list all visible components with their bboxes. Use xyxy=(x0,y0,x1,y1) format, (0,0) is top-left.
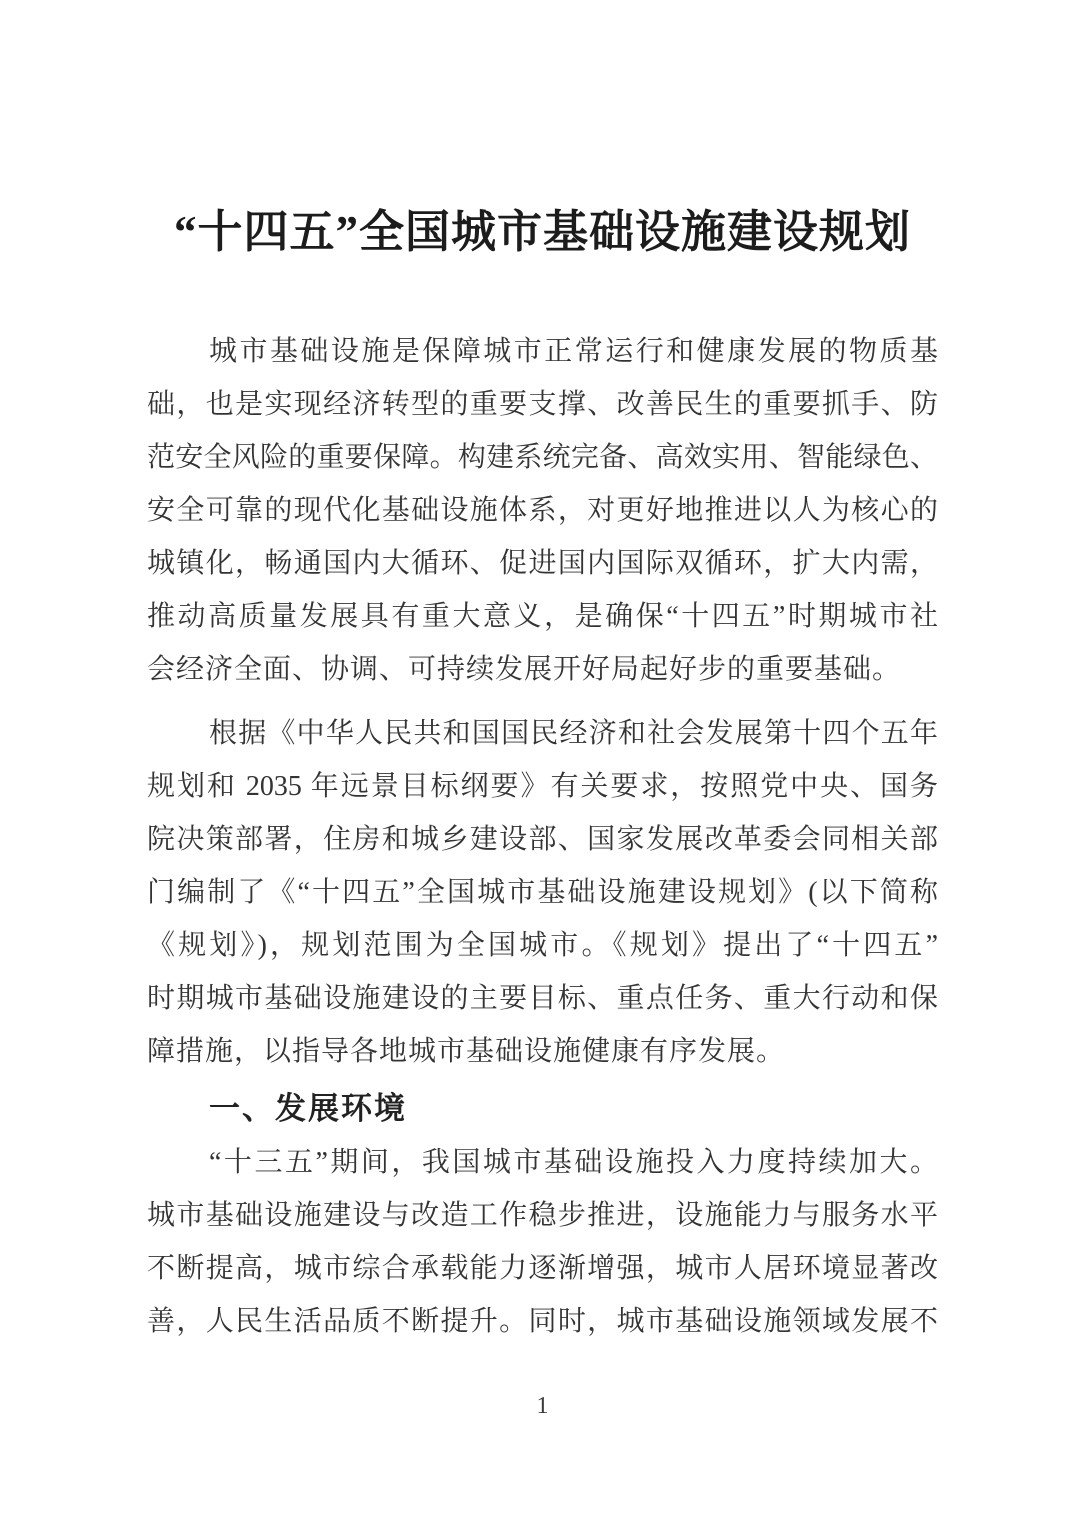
page-footer xyxy=(147,1391,938,1421)
body-line: 规划和 2035 年远景目标纲要》有关要求，按照党中央、国务 xyxy=(147,771,938,802)
body-line: “十三五”期间，我国城市基础设施投入力度持续加大。 xyxy=(209,1147,938,1178)
paragraph-2 xyxy=(147,707,938,1078)
body-line: 根据《中华人民共和国国民经济和社会发展第十四个五年 xyxy=(209,718,938,749)
paragraph-3 xyxy=(147,1136,938,1348)
body-line: 城镇化，畅通国内大循环、促进国内国际双循环，扩大内需， xyxy=(147,548,938,579)
body-line: 门编制了《“十四五”全国城市基础设施建设规划》(以下简称 xyxy=(147,877,938,908)
body-line: 会经济全面、协调、可持续发展开好局起好步的重要基础。 xyxy=(147,654,902,685)
page-number: 1 xyxy=(536,1393,549,1419)
body-line: 障措施，以指导各地城市基础设施健康有序发展。 xyxy=(147,1036,786,1067)
body-line: 范安全风险的重要保障。构建系统完备、高效实用、智能绿色、 xyxy=(147,442,938,473)
paragraph-1 xyxy=(147,325,938,696)
body-line: 城市基础设施是保障城市正常运行和健康发展的物质基 xyxy=(209,336,938,367)
body-line: 础，也是实现经济转型的重要支撑、改善民生的重要抓手、防 xyxy=(147,389,938,420)
body-line: 善，人民生活品质不断提升。同时，城市基础设施领域发展不 xyxy=(147,1306,938,1337)
document-body xyxy=(147,325,938,1348)
body-line: 推动高质量发展具有重大意义，是确保“十四五”时期城市社 xyxy=(147,601,938,632)
document-title: “十四五”全国城市基础设施建设规划 xyxy=(173,207,911,257)
body-line: 安全可靠的现代化基础设施体系，对更好地推进以人为核心的 xyxy=(147,495,938,526)
body-line: 城市基础设施建设与改造工作稳步推进，设施能力与服务水平 xyxy=(147,1200,938,1231)
body-line: 时期城市基础设施建设的主要目标、重点任务、重大行动和保 xyxy=(147,983,938,1014)
body-line: 《规划》)，规划范围为全国城市。《规划》提出了“十四五” xyxy=(147,930,938,961)
body-line: 不断提高，城市综合承载能力逐渐增强，城市人居环境显著改 xyxy=(147,1253,938,1284)
section-heading: 一、发展环境 xyxy=(209,1091,407,1126)
body-line: 院决策部署，住房和城乡建设部、国家发展改革委会同相关部 xyxy=(147,824,938,855)
